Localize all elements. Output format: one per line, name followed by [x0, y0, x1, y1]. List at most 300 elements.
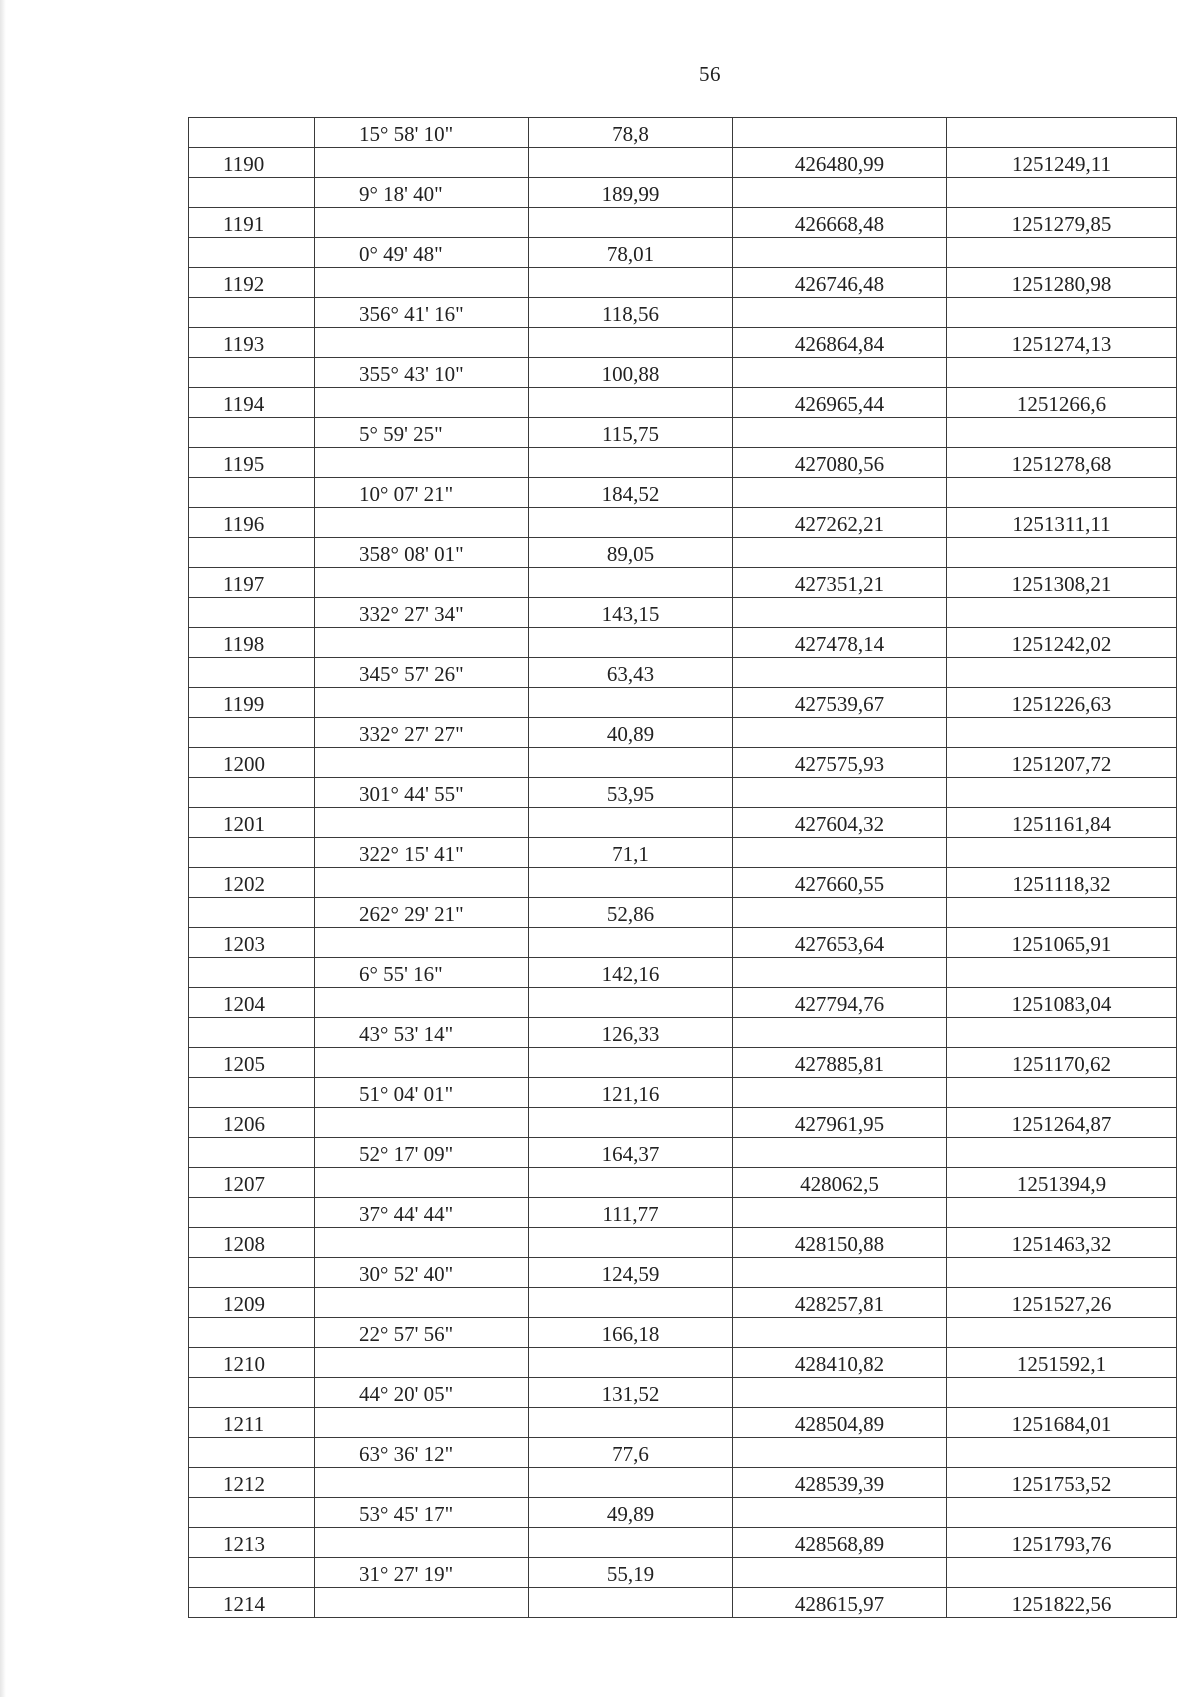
y-coordinate-cell: 1251463,32 [947, 1228, 1177, 1258]
segment-row [189, 1318, 1177, 1348]
distance-cell: 126,33 [529, 1018, 733, 1048]
x-coordinate-cell [733, 358, 947, 388]
point-number-cell: 1199 [189, 688, 315, 718]
point-row [189, 448, 1177, 478]
y-coordinate-cell: 1251249,11 [947, 148, 1177, 178]
segment-row [189, 1378, 1177, 1408]
x-coordinate-cell: 427660,55 [733, 868, 947, 898]
x-coordinate-cell: 427961,95 [733, 1108, 947, 1138]
x-coordinate-cell [733, 778, 947, 808]
distance-cell [529, 1288, 733, 1318]
point-row [189, 868, 1177, 898]
distance-cell [529, 628, 733, 658]
segment-row [189, 178, 1177, 208]
x-coordinate-cell [733, 298, 947, 328]
y-coordinate-cell [947, 118, 1177, 148]
direction-angle-cell: 322° 15' 41" [315, 838, 529, 868]
distance-cell: 63,43 [529, 658, 733, 688]
y-coordinate-cell: 1251226,63 [947, 688, 1177, 718]
distance-cell [529, 448, 733, 478]
point-row [189, 1468, 1177, 1498]
x-coordinate-cell: 426864,84 [733, 328, 947, 358]
y-coordinate-cell [947, 478, 1177, 508]
distance-cell [529, 988, 733, 1018]
y-coordinate-cell: 1251279,85 [947, 208, 1177, 238]
direction-angle-cell [315, 1288, 529, 1318]
segment-row [189, 118, 1177, 148]
direction-angle-cell: 53° 45' 17" [315, 1498, 529, 1528]
distance-cell: 118,56 [529, 298, 733, 328]
point-row [189, 928, 1177, 958]
direction-angle-cell: 51° 04' 01" [315, 1078, 529, 1108]
segment-row [189, 718, 1177, 748]
point-number-cell: 1193 [189, 328, 315, 358]
y-coordinate-cell [947, 898, 1177, 928]
segment-row [189, 418, 1177, 448]
direction-angle-cell: 15° 58' 10" [315, 118, 529, 148]
segment-row [189, 538, 1177, 568]
distance-cell [529, 688, 733, 718]
point-number-cell: 1214 [189, 1588, 315, 1618]
point-row [189, 688, 1177, 718]
y-coordinate-cell [947, 1378, 1177, 1408]
y-coordinate-cell: 1251118,32 [947, 868, 1177, 898]
direction-angle-cell: 332° 27' 27" [315, 718, 529, 748]
direction-angle-cell: 10° 07' 21" [315, 478, 529, 508]
direction-angle-cell [315, 388, 529, 418]
x-coordinate-cell: 427794,76 [733, 988, 947, 1018]
direction-angle-cell [315, 628, 529, 658]
x-coordinate-cell [733, 1438, 947, 1468]
point-row [189, 1528, 1177, 1558]
x-coordinate-cell: 427262,21 [733, 508, 947, 538]
x-coordinate-cell [733, 1198, 947, 1228]
point-number-cell [189, 1438, 315, 1468]
distance-cell [529, 508, 733, 538]
x-coordinate-cell: 427885,81 [733, 1048, 947, 1078]
distance-cell [529, 1528, 733, 1558]
distance-cell: 78,01 [529, 238, 733, 268]
y-coordinate-cell [947, 598, 1177, 628]
distance-cell: 111,77 [529, 1198, 733, 1228]
segment-row [189, 598, 1177, 628]
point-row [189, 1108, 1177, 1138]
direction-angle-cell [315, 1108, 529, 1138]
direction-angle-cell: 0° 49' 48" [315, 238, 529, 268]
y-coordinate-cell: 1251274,13 [947, 328, 1177, 358]
coordinates-table [188, 117, 1177, 1618]
direction-angle-cell [315, 688, 529, 718]
point-number-cell [189, 298, 315, 328]
point-number-cell: 1196 [189, 508, 315, 538]
distance-cell: 166,18 [529, 1318, 733, 1348]
direction-angle-cell: 43° 53' 14" [315, 1018, 529, 1048]
y-coordinate-cell [947, 538, 1177, 568]
point-number-cell: 1209 [189, 1288, 315, 1318]
point-number-cell: 1202 [189, 868, 315, 898]
point-number-cell [189, 898, 315, 928]
x-coordinate-cell [733, 478, 947, 508]
point-row [189, 1168, 1177, 1198]
direction-angle-cell: 44° 20' 05" [315, 1378, 529, 1408]
coordinates-table-body [189, 118, 1177, 1618]
y-coordinate-cell [947, 178, 1177, 208]
y-coordinate-cell [947, 1198, 1177, 1228]
point-number-cell: 1198 [189, 628, 315, 658]
distance-cell [529, 808, 733, 838]
direction-angle-cell: 358° 08' 01" [315, 538, 529, 568]
distance-cell [529, 928, 733, 958]
direction-angle-cell [315, 328, 529, 358]
point-number-cell: 1201 [189, 808, 315, 838]
y-coordinate-cell: 1251264,87 [947, 1108, 1177, 1138]
x-coordinate-cell: 426746,48 [733, 268, 947, 298]
y-coordinate-cell [947, 1318, 1177, 1348]
segment-row [189, 658, 1177, 688]
x-coordinate-cell [733, 598, 947, 628]
point-row [189, 568, 1177, 598]
point-row [189, 1348, 1177, 1378]
x-coordinate-cell: 427351,21 [733, 568, 947, 598]
direction-angle-cell: 5° 59' 25" [315, 418, 529, 448]
direction-angle-cell [315, 1588, 529, 1618]
y-coordinate-cell [947, 1018, 1177, 1048]
point-number-cell [189, 118, 315, 148]
x-coordinate-cell [733, 958, 947, 988]
y-coordinate-cell: 1251161,84 [947, 808, 1177, 838]
point-number-cell [189, 1558, 315, 1588]
segment-row [189, 358, 1177, 388]
distance-cell [529, 568, 733, 598]
distance-cell [529, 268, 733, 298]
distance-cell [529, 1468, 733, 1498]
point-number-cell [189, 718, 315, 748]
distance-cell: 78,8 [529, 118, 733, 148]
y-coordinate-cell: 1251280,98 [947, 268, 1177, 298]
direction-angle-cell [315, 868, 529, 898]
segment-row [189, 298, 1177, 328]
distance-cell: 53,95 [529, 778, 733, 808]
x-coordinate-cell [733, 1018, 947, 1048]
y-coordinate-cell: 1251083,04 [947, 988, 1177, 1018]
segment-row [189, 1198, 1177, 1228]
distance-cell [529, 148, 733, 178]
segment-row [189, 1138, 1177, 1168]
point-number-cell [189, 1078, 315, 1108]
distance-cell [529, 1168, 733, 1198]
distance-cell [529, 328, 733, 358]
point-row [189, 508, 1177, 538]
coordinates-table-container [188, 117, 1176, 1618]
point-number-cell [189, 178, 315, 208]
direction-angle-cell: 301° 44' 55" [315, 778, 529, 808]
distance-cell [529, 1408, 733, 1438]
point-row [189, 988, 1177, 1018]
distance-cell [529, 1348, 733, 1378]
y-coordinate-cell [947, 1558, 1177, 1588]
direction-angle-cell [315, 508, 529, 538]
distance-cell [529, 1108, 733, 1138]
point-row [189, 1048, 1177, 1078]
point-number-cell [189, 418, 315, 448]
y-coordinate-cell: 1251684,01 [947, 1408, 1177, 1438]
x-coordinate-cell [733, 1078, 947, 1108]
segment-row [189, 778, 1177, 808]
direction-angle-cell [315, 568, 529, 598]
distance-cell [529, 208, 733, 238]
direction-angle-cell: 22° 57' 56" [315, 1318, 529, 1348]
point-number-cell: 1200 [189, 748, 315, 778]
point-number-cell: 1203 [189, 928, 315, 958]
direction-angle-cell: 31° 27' 19" [315, 1558, 529, 1588]
direction-angle-cell [315, 748, 529, 778]
direction-angle-cell [315, 1048, 529, 1078]
direction-angle-cell [315, 1228, 529, 1258]
x-coordinate-cell: 426480,99 [733, 148, 947, 178]
point-number-cell: 1207 [189, 1168, 315, 1198]
point-row [189, 208, 1177, 238]
y-coordinate-cell [947, 1138, 1177, 1168]
point-number-cell: 1197 [189, 568, 315, 598]
point-number-cell [189, 658, 315, 688]
y-coordinate-cell [947, 418, 1177, 448]
x-coordinate-cell [733, 898, 947, 928]
y-coordinate-cell [947, 298, 1177, 328]
direction-angle-cell: 345° 57' 26" [315, 658, 529, 688]
segment-row [189, 478, 1177, 508]
x-coordinate-cell [733, 1138, 947, 1168]
x-coordinate-cell: 428615,97 [733, 1588, 947, 1618]
point-number-cell [189, 1258, 315, 1288]
y-coordinate-cell: 1251592,1 [947, 1348, 1177, 1378]
point-number-cell: 1210 [189, 1348, 315, 1378]
direction-angle-cell [315, 988, 529, 1018]
distance-cell: 142,16 [529, 958, 733, 988]
distance-cell: 121,16 [529, 1078, 733, 1108]
x-coordinate-cell: 427539,67 [733, 688, 947, 718]
direction-angle-cell: 332° 27' 34" [315, 598, 529, 628]
point-number-cell [189, 1318, 315, 1348]
y-coordinate-cell: 1251266,6 [947, 388, 1177, 418]
distance-cell [529, 388, 733, 418]
segment-row [189, 958, 1177, 988]
point-number-cell [189, 778, 315, 808]
direction-angle-cell [315, 1408, 529, 1438]
x-coordinate-cell [733, 1498, 947, 1528]
x-coordinate-cell: 427575,93 [733, 748, 947, 778]
point-row [189, 388, 1177, 418]
x-coordinate-cell [733, 418, 947, 448]
x-coordinate-cell: 428410,82 [733, 1348, 947, 1378]
direction-angle-cell: 355° 43' 10" [315, 358, 529, 388]
direction-angle-cell [315, 1468, 529, 1498]
x-coordinate-cell: 426965,44 [733, 388, 947, 418]
point-row [189, 1228, 1177, 1258]
point-number-cell: 1212 [189, 1468, 315, 1498]
y-coordinate-cell: 1251278,68 [947, 448, 1177, 478]
x-coordinate-cell [733, 1258, 947, 1288]
point-number-cell [189, 358, 315, 388]
x-coordinate-cell: 428568,89 [733, 1528, 947, 1558]
y-coordinate-cell [947, 1438, 1177, 1468]
point-row [189, 148, 1177, 178]
direction-angle-cell: 63° 36' 12" [315, 1438, 529, 1468]
x-coordinate-cell [733, 178, 947, 208]
point-number-cell: 1194 [189, 388, 315, 418]
x-coordinate-cell: 427604,32 [733, 808, 947, 838]
point-number-cell [189, 1138, 315, 1168]
direction-angle-cell [315, 808, 529, 838]
direction-angle-cell: 356° 41' 16" [315, 298, 529, 328]
point-number-cell: 1190 [189, 148, 315, 178]
x-coordinate-cell: 427653,64 [733, 928, 947, 958]
segment-row [189, 838, 1177, 868]
direction-angle-cell [315, 1168, 529, 1198]
y-coordinate-cell [947, 838, 1177, 868]
point-number-cell [189, 838, 315, 868]
segment-row [189, 1498, 1177, 1528]
segment-row [189, 238, 1177, 268]
y-coordinate-cell: 1251170,62 [947, 1048, 1177, 1078]
distance-cell: 77,6 [529, 1438, 733, 1468]
y-coordinate-cell [947, 1258, 1177, 1288]
distance-cell: 89,05 [529, 538, 733, 568]
direction-angle-cell: 6° 55' 16" [315, 958, 529, 988]
y-coordinate-cell: 1251793,76 [947, 1528, 1177, 1558]
y-coordinate-cell [947, 238, 1177, 268]
point-row [189, 1588, 1177, 1618]
distance-cell: 164,37 [529, 1138, 733, 1168]
segment-row [189, 1558, 1177, 1588]
x-coordinate-cell: 428504,89 [733, 1408, 947, 1438]
point-row [189, 808, 1177, 838]
y-coordinate-cell [947, 1078, 1177, 1108]
direction-angle-cell: 30° 52' 40" [315, 1258, 529, 1288]
direction-angle-cell: 9° 18' 40" [315, 178, 529, 208]
segment-row [189, 1078, 1177, 1108]
x-coordinate-cell: 428150,88 [733, 1228, 947, 1258]
direction-angle-cell [315, 928, 529, 958]
distance-cell: 71,1 [529, 838, 733, 868]
x-coordinate-cell: 427478,14 [733, 628, 947, 658]
distance-cell: 49,89 [529, 1498, 733, 1528]
segment-row [189, 898, 1177, 928]
y-coordinate-cell [947, 658, 1177, 688]
point-number-cell: 1192 [189, 268, 315, 298]
point-number-cell [189, 958, 315, 988]
y-coordinate-cell [947, 718, 1177, 748]
distance-cell: 189,99 [529, 178, 733, 208]
point-row [189, 1288, 1177, 1318]
y-coordinate-cell: 1251242,02 [947, 628, 1177, 658]
distance-cell: 124,59 [529, 1258, 733, 1288]
x-coordinate-cell: 428257,81 [733, 1288, 947, 1318]
segment-row [189, 1018, 1177, 1048]
scan-edge-shadow [0, 0, 6, 1697]
y-coordinate-cell [947, 358, 1177, 388]
x-coordinate-cell [733, 118, 947, 148]
point-number-cell [189, 538, 315, 568]
direction-angle-cell [315, 208, 529, 238]
x-coordinate-cell: 427080,56 [733, 448, 947, 478]
point-number-cell: 1208 [189, 1228, 315, 1258]
distance-cell [529, 1228, 733, 1258]
distance-cell [529, 748, 733, 778]
point-number-cell: 1205 [189, 1048, 315, 1078]
distance-cell: 40,89 [529, 718, 733, 748]
point-row [189, 1408, 1177, 1438]
x-coordinate-cell: 428539,39 [733, 1468, 947, 1498]
direction-angle-cell: 262° 29' 21" [315, 898, 529, 928]
direction-angle-cell [315, 148, 529, 178]
distance-cell [529, 1588, 733, 1618]
page-number: 56 [699, 62, 721, 86]
point-number-cell: 1213 [189, 1528, 315, 1558]
point-row [189, 628, 1177, 658]
direction-angle-cell [315, 1528, 529, 1558]
y-coordinate-cell: 1251527,26 [947, 1288, 1177, 1318]
distance-cell: 100,88 [529, 358, 733, 388]
y-coordinate-cell [947, 778, 1177, 808]
point-number-cell: 1191 [189, 208, 315, 238]
distance-cell: 55,19 [529, 1558, 733, 1588]
point-number-cell: 1204 [189, 988, 315, 1018]
x-coordinate-cell [733, 658, 947, 688]
direction-angle-cell [315, 448, 529, 478]
point-number-cell [189, 598, 315, 628]
x-coordinate-cell: 428062,5 [733, 1168, 947, 1198]
distance-cell: 115,75 [529, 418, 733, 448]
point-number-cell [189, 478, 315, 508]
y-coordinate-cell [947, 1498, 1177, 1528]
x-coordinate-cell [733, 718, 947, 748]
direction-angle-cell: 37° 44' 44" [315, 1198, 529, 1228]
distance-cell: 131,52 [529, 1378, 733, 1408]
x-coordinate-cell [733, 838, 947, 868]
y-coordinate-cell: 1251753,52 [947, 1468, 1177, 1498]
y-coordinate-cell: 1251308,21 [947, 568, 1177, 598]
point-number-cell: 1195 [189, 448, 315, 478]
point-row [189, 268, 1177, 298]
y-coordinate-cell [947, 958, 1177, 988]
y-coordinate-cell: 1251822,56 [947, 1588, 1177, 1618]
point-number-cell [189, 1198, 315, 1228]
segment-row [189, 1258, 1177, 1288]
point-number-cell [189, 238, 315, 268]
x-coordinate-cell [733, 1318, 947, 1348]
y-coordinate-cell: 1251394,9 [947, 1168, 1177, 1198]
x-coordinate-cell: 426668,48 [733, 208, 947, 238]
distance-cell: 184,52 [529, 478, 733, 508]
direction-angle-cell: 52° 17' 09" [315, 1138, 529, 1168]
point-number-cell: 1206 [189, 1108, 315, 1138]
x-coordinate-cell [733, 538, 947, 568]
distance-cell: 143,15 [529, 598, 733, 628]
y-coordinate-cell: 1251311,11 [947, 508, 1177, 538]
point-number-cell: 1211 [189, 1408, 315, 1438]
distance-cell [529, 868, 733, 898]
point-row [189, 328, 1177, 358]
point-number-cell [189, 1018, 315, 1048]
point-row [189, 748, 1177, 778]
y-coordinate-cell: 1251065,91 [947, 928, 1177, 958]
distance-cell [529, 1048, 733, 1078]
distance-cell: 52,86 [529, 898, 733, 928]
y-coordinate-cell: 1251207,72 [947, 748, 1177, 778]
point-number-cell [189, 1498, 315, 1528]
direction-angle-cell [315, 1348, 529, 1378]
segment-row [189, 1438, 1177, 1468]
